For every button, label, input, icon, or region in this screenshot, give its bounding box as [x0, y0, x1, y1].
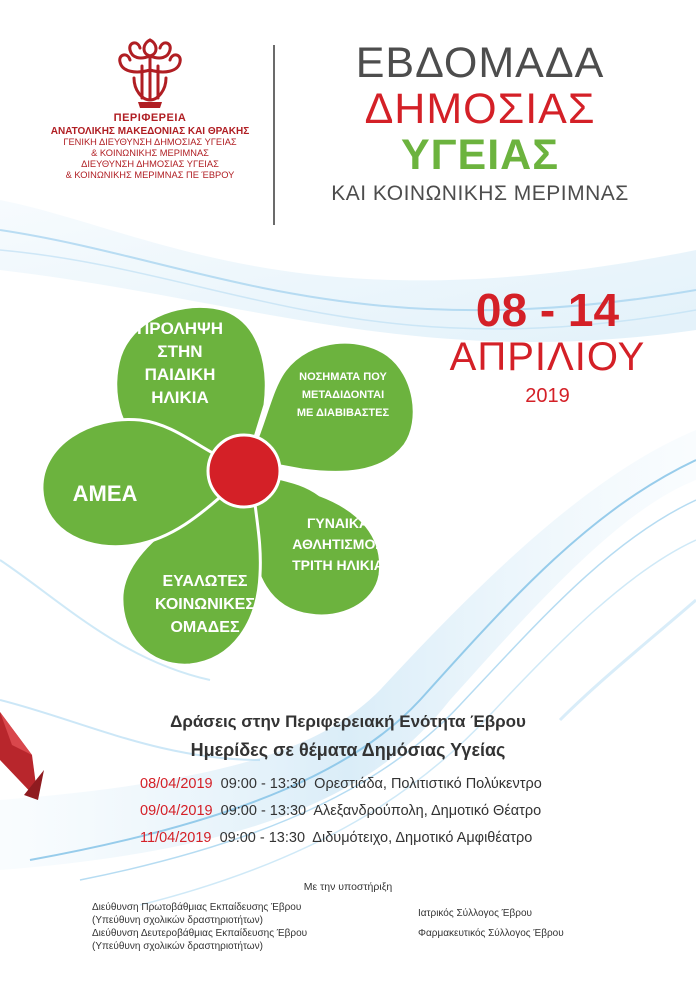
petal-label-disabled: ΑΜΕΑ: [72, 481, 138, 506]
event-row: [140, 776, 542, 792]
title-line-health: ΥΓΕΙΑΣ: [400, 131, 559, 179]
logo-region: ΑΝΑΤΟΛΙΚΗΣ ΜΑΚΕΔΟΝΙΑΣ ΚΑΙ ΘΡΑΚΗΣ: [50, 126, 250, 137]
petal-label-child-prevention: ΠΡΟΛΗΨΗ ΣΤΗΝ ΠΑΙΔΙΚΗ ΗΛΙΚΙΑ: [136, 319, 224, 407]
date-year: 2019: [525, 385, 570, 407]
support-title: Με την υποστήριξη: [303, 881, 393, 893]
logo-dept-line: ΓΕΝΙΚΗ ΔΙΕΥΘΥΝΣΗ ΔΗΜΟΣΙΑΣ ΥΓΕΙΑΣ: [63, 137, 237, 147]
events-heading: Δράσεις στην Περιφερειακή Ενότητα Έβρου: [170, 712, 526, 731]
petal-label-vulnerable-groups: ΕΥΑΛΩΤΕΣ ΚΟΙΝΩΝΙΚΕΣ ΟΜΑΔΕΣ: [155, 573, 255, 636]
event-date: [440, 285, 655, 408]
event-date: 08/04/2019: [140, 776, 213, 792]
event-time: 09:00 - 13:30: [220, 803, 307, 819]
event-time: 09:00 - 13:30: [220, 776, 307, 792]
event-place: Διδυμότειχο, Δημοτικό Αμφιθέατρο: [312, 830, 533, 846]
support-right-list: [418, 904, 564, 944]
title-line-welfare: ΚΑΙ ΚΟΙΝΩΝΙΚΗΣ ΜΕΡΙΜΝΑΣ: [331, 182, 629, 205]
title-line-week: ΕΒΔΟΜΑΔΑ: [355, 39, 605, 87]
event-time: 09:00 - 13:30: [219, 830, 306, 846]
title-line-public: ΔΗΜΟΣΙΑΣ: [364, 85, 596, 133]
support-left-list: [92, 901, 307, 953]
logo-dept-line: & ΚΟΙΝΩΝΙΚΗΣ ΜΕΡΙΜΝΑΣ: [91, 148, 209, 158]
event-place: Αλεξανδρούπολη, Δημοτικό Θέατρο: [313, 803, 542, 819]
events-subheading: Ημερίδες σε θέματα Δημόσιας Υγείας: [190, 740, 506, 760]
event-row: [140, 830, 532, 846]
topic-flower: [30, 275, 440, 690]
support-org: Ιατρικός Σύλλογος Έβρου: [418, 908, 532, 919]
events-section: [0, 712, 696, 761]
regional-emblem-icon: [110, 30, 190, 110]
support-org: Διεύθυνση Δευτεροβάθμιας Εκπαίδευσης Έβρου: [92, 928, 308, 939]
support-org: Διεύθυνση Πρωτοβάθμιας Εκπαίδευσης Έβρου: [92, 902, 302, 913]
event-date: 11/04/2019: [140, 830, 212, 846]
flower-center: [208, 435, 280, 507]
petal-label-women-sports-elderly: ΓΥΝΑΙΚΑ ΑΘΛΗΤΙΣΜΟΣ ΤΡΙΤΗ ΗΛΙΚΙΑ: [292, 515, 384, 573]
logo-dept-line: ΔΙΕΥΘΥΝΣΗ ΔΗΜΟΣΙΑΣ ΥΓΕΙΑΣ: [81, 159, 219, 169]
date-month: ΑΠΡΙΛΙΟΥ: [449, 335, 646, 379]
regional-logo: [40, 30, 260, 181]
header-divider: [273, 45, 275, 225]
date-range: 08 - 14: [475, 284, 620, 336]
logo-dept-line: & ΚΟΙΝΩΝΙΚΗΣ ΜΕΡΙΜΝΑΣ ΠΕ ΈΒΡΟΥ: [65, 170, 235, 180]
event-place: Ορεστιάδα, Πολιτιστικό Πολύκεντρο: [314, 776, 542, 792]
support-org: Φαρμακευτικός Σύλλογος Έβρου: [418, 928, 564, 939]
petal-label-vector-diseases: ΝΟΣΗΜΑΤΑ ΠΟΥ ΜΕΤΑΔΙΔΟΝΤΑΙ ΜΕ ΔΙΑΒΙΒΑΣΤΕΣ: [296, 371, 390, 419]
event-row: [140, 803, 541, 819]
logo-org: ΠΕΡΙΦΕΡΕΙΑ: [113, 112, 187, 124]
support-org-note: (Υπεύθυνη σχολικών δραστηριοτήτων): [92, 915, 263, 926]
support-org-note: (Υπεύθυνη σχολικών δραστηριοτήτων): [92, 941, 263, 952]
event-date: 09/04/2019: [140, 803, 213, 819]
poster-title: [290, 40, 670, 206]
